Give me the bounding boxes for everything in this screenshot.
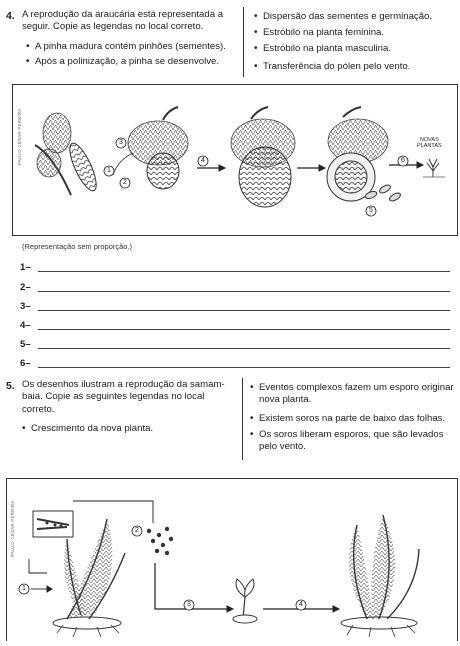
question-4-text (22, 9, 240, 34)
question-5-text (22, 379, 237, 416)
marker-5: 5 (369, 207, 373, 214)
q5-right-bullet-2 (259, 413, 445, 425)
marker-4: 4 (201, 157, 205, 164)
answer-line-5-label: 5– (20, 339, 31, 350)
female-branch-1 (128, 107, 188, 189)
q4-left-bullet-1: • A pinha madura contém pinhões (sementes). (35, 41, 226, 53)
question-4-text-line2: seguir. Copie as legendas no local correto. (22, 21, 204, 33)
question-5-text-line1: Os desenhos ilustram a reprodução da samam- (22, 379, 225, 390)
q5-right-bullet-3 (259, 429, 444, 454)
answer-line-3-rule (38, 310, 450, 311)
question-5-number: 5. (6, 380, 15, 392)
answer-line-1-rule (38, 271, 450, 272)
male-branch (35, 113, 101, 195)
novas-plantas-label (417, 137, 442, 149)
novas-plantas-line2: PLANTAS (417, 143, 442, 149)
answer-line-4-label: 4– (20, 320, 31, 331)
answer-line-2[interactable] (20, 282, 450, 296)
young-fern-plant (233, 579, 257, 623)
novas-plantas-line1: NOVAS (419, 137, 439, 143)
fern-plant-right (341, 515, 419, 637)
process-arrows (197, 162, 423, 171)
q4-left-bullet-2: • Após a polinização, a pinha se desenvolve. (35, 56, 219, 68)
fern-marker-1: 1 (22, 585, 26, 592)
spores (147, 527, 173, 555)
q5-right-bullet-1 (259, 382, 454, 407)
q5-right-bullet-3-line2: pelo vento. (259, 441, 306, 453)
question-4-number: 4. (6, 10, 15, 22)
araucaria-figure (12, 84, 458, 236)
q5-right-bullet-2-line1: • Existem soros na parte de baixo das folhas. (259, 413, 446, 424)
figure-caption: (Representação sem proporção.) (22, 242, 133, 251)
answer-line-4-rule (38, 329, 450, 330)
fern-illustration (7, 479, 457, 641)
answer-line-2-rule (38, 291, 450, 292)
fern-marker-4: 4 (299, 601, 303, 608)
q5-left-bullet-1: • Crescimento da nova planta. (31, 423, 153, 435)
araucaria-illustration (13, 85, 457, 235)
answer-line-3-label: 3– (20, 301, 31, 312)
answer-line-5-rule (38, 348, 450, 349)
q4-right-bullet-4: • Transferência do pólen pelo vento. (263, 61, 410, 73)
fern-marker-3: 3 (187, 601, 191, 608)
female-branch-3 (327, 107, 402, 203)
answer-line-5[interactable] (20, 339, 450, 353)
marker-3: 3 (119, 139, 123, 146)
fern-marker-2: 2 (135, 527, 139, 534)
fern-markers (19, 526, 306, 610)
q4-right-bullet-1: • Dispersão das sementes e germinação. (263, 11, 432, 23)
fern-figure-credit: PAULO CÉSAR PEREIRA (10, 500, 15, 557)
answer-line-1[interactable] (20, 262, 450, 276)
pollen-path (113, 153, 133, 175)
q5-column-divider (242, 378, 243, 460)
marker-1: 1 (107, 167, 111, 174)
answer-line-1-label: 1– (20, 262, 31, 273)
figure-credit: PAULO CÉSAR PEREIRA (17, 108, 22, 165)
q4-right-bullet-3: • Estróbilo na planta masculina. (263, 43, 391, 55)
answer-line-3[interactable] (20, 301, 450, 315)
marker-2: 2 (123, 179, 127, 186)
q5-right-bullet-3-line1: • Os soros liberam esporos, que são levados (259, 429, 444, 440)
answer-line-2-label: 2– (20, 282, 31, 293)
question-5-text-line2: baia. Copie as seguintes legendas no local (22, 391, 205, 403)
marker-6: 6 (401, 157, 405, 164)
q5-right-bullet-1-line1: • Eventos complexos fazem um esporo originar (259, 382, 454, 393)
question-5-text-line3: correto. (22, 403, 55, 415)
new-plants (423, 159, 445, 177)
q4-right-bullet-2: • Estróbilo na planta feminina. (263, 27, 384, 39)
q4-column-divider (243, 7, 244, 77)
answer-line-6-rule (38, 367, 450, 368)
female-branch-2 (231, 107, 295, 207)
q5-right-bullet-1-line2: nova planta. (259, 394, 312, 406)
leaf-detail-inset (33, 511, 73, 537)
fern-figure (6, 478, 458, 641)
question-4-text-line1: A reprodução da araucária está representada a (22, 9, 224, 20)
answer-line-4[interactable] (20, 320, 450, 334)
answer-line-6[interactable] (20, 358, 450, 372)
answer-line-6-label: 6– (20, 358, 31, 369)
